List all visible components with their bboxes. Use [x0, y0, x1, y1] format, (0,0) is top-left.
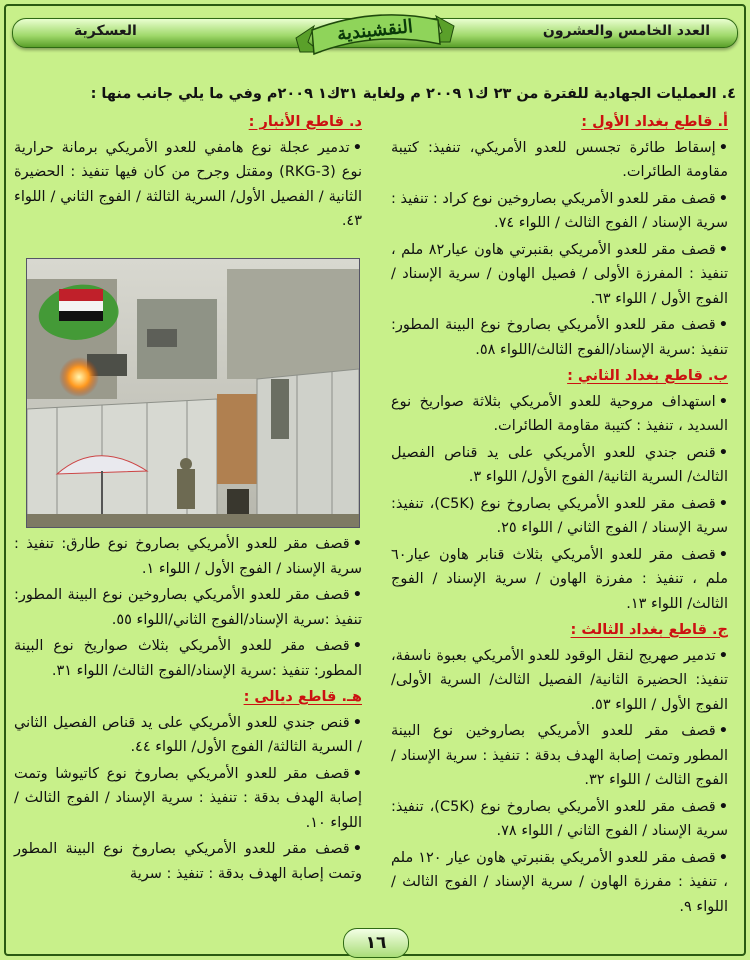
right-column: [391, 108, 728, 921]
section-heading-baghdad-2: ب. قاطع بغداد الثاني :: [567, 368, 728, 384]
list-item: •قصف مقر للعدو الأمريكي بصاروخين نوع البينة المطور وتمت إصابة الهدف بدقة : تنفيذ : سرية الإسناد / الفوج الثالث / اللواء ٣٢.: [391, 723, 728, 788]
section-heading-baghdad-3: ج. قاطع بغداد الثالث :: [570, 622, 728, 638]
list-item: •قصف مقر للعدو الأمريكي بقنبرتي هاون عيار ١٢٠ ملم ، تنفيذ : مفرزة الهاون / سرية الإسناد / الفوج الثالث / اللواء ٩.: [391, 849, 729, 915]
section-heading-anbar: د. قاطع الأنبار :: [248, 114, 362, 130]
ribbon-title: النقشبندية: [336, 16, 414, 45]
section-heading-baghdad-1: أ. قاطع بغداد الأول :: [581, 114, 728, 130]
list-item: •قصف مقر للعدو الأمريكي بصاروخ نوع طارق: تنفيذ : سرية الإسناد / الفوج الأول / اللواء ١.: [14, 536, 362, 577]
list-item: •قصف مقر للعدو الأمريكي بصاروخ نوع كاتيوشا وتمت إصابة الهدف بدقة : تنفيذ : سرية الإسناد / الفوج الثالث / اللواء ١٠.: [14, 765, 362, 831]
photo-image: [27, 259, 359, 527]
list-item: •استهداف مروحية للعدو الأمريكي بثلاثة صواريخ نوع السديد ، تنفيذ : كتيبة مقاومة الطائرات.: [391, 393, 728, 434]
list-item: •قصف مقر للعدو الأمريكي بثلاث صواريخ نوع البينة المطور: تنفيذ :سرية الإسناد/الفوج الثالث/ اللواء ٣١.: [14, 638, 362, 679]
list-item: •قصف مقر للعدو الأمريكي بصاروخ نوع البينة المطور: تنفيذ :سرية الإسناد/الفوج الثالث/اللواء ٥٨.: [391, 317, 728, 358]
left-column-top: [14, 108, 362, 236]
left-column-bottom: [14, 532, 362, 888]
list-item: •تدمير صهريج لنقل الوقود للعدو الأمريكي بعبوة ناسفة، تنفيذ: الحضيرة الثانية/ الفصيل الثالث/ السرية الأولى/ الفوج الأول / اللواء ٥٣.: [391, 647, 728, 713]
page-number: ١٦: [343, 928, 409, 958]
list-item: •قصف مقر للعدو الأمريكي بصاروخين نوع كراد : تنفيذ : سرية الإسناد / الفوج الثالث / اللواء ٧٤.: [391, 190, 728, 231]
list-item: •قصف مقر للعدو الأمريكي بثلاث قنابر هاون عيار٦٠ ملم ، تنفيذ : مفرزة الهاون / سرية الإسناد / الفوج الثالث/ اللواء ١٣.: [391, 546, 728, 612]
list-item: •قصف مقر للعدو الأمريكي بقنبرتي هاون عيار٨٢ ملم ، تنفيذ : المفرزة الأولى / فصيل الهاون / سرية الإسناد / الفوج الأول / اللواء ٦٣.: [391, 241, 728, 307]
section-heading-diyala: هـ. قاطع ديالى :: [243, 689, 362, 705]
list-item: •تدمير عجلة نوع هامفي للعدو الأمريكي برمانة حرارية نوع (RKG-3) ومقتل وجرح من كان فيها تنفيذ : الحضيرة الثانية / الفصيل الأول/ السرية الثالثة / الفوج الثاني / اللواء ٤٣.: [14, 139, 362, 229]
list-item: •إسقاط طائرة تجسس للعدو الأمريكي، تنفيذ: كتيبة مقاومة الطائرات.: [391, 139, 728, 180]
issue-title: العدد الخامس والعشرون: [542, 23, 710, 39]
list-item: •قصف مقر للعدو الأمريكي بصاروخ نوع (C5K)، تنفيذ: سرية الإسناد / الفوج الثاني / اللواء ٧٨.: [391, 798, 728, 839]
list-item: •قصف مقر للعدو الأمريكي بصاروخ نوع (C5K)، تنفيذ: سرية الإسناد / الفوج الثاني / اللواء ٢٥.: [391, 495, 728, 536]
list-item: •قصف مقر للعدو الأمريكي بصاروخين نوع البينة المطور: تنفيذ :سرية الإسناد/الفوج الثاني/اللواء ٥٥.: [14, 587, 362, 628]
section-title: العسكرية: [74, 23, 137, 39]
intro-line: ٤. العمليات الجهادية للفترة من ٢٣ ك١ ٢٠٠٩ م ولغاية ٣١ك١ ٢٠٠٩م وفي ما يلي جانب منها :: [90, 86, 736, 102]
list-item: •قنص جندي للعدو الأمريكي على يد قناص الفصيل الثاني / السرية الثالثة/ الفوج الأول/ اللواء ٤٤.: [14, 714, 362, 755]
list-item: •قنص جندي للعدو الأمريكي على يد قناص الفصيل الثالث/ السرية الثانية/ الفوج الأول/ اللواء ٣.: [391, 444, 728, 485]
operation-photo: [26, 258, 360, 528]
list-item: •قصف مقر للعدو الأمريكي بصاروخ نوع البينة المطور وتمت إصابة الهدف بدقة : تنفيذ : سرية: [14, 841, 362, 882]
